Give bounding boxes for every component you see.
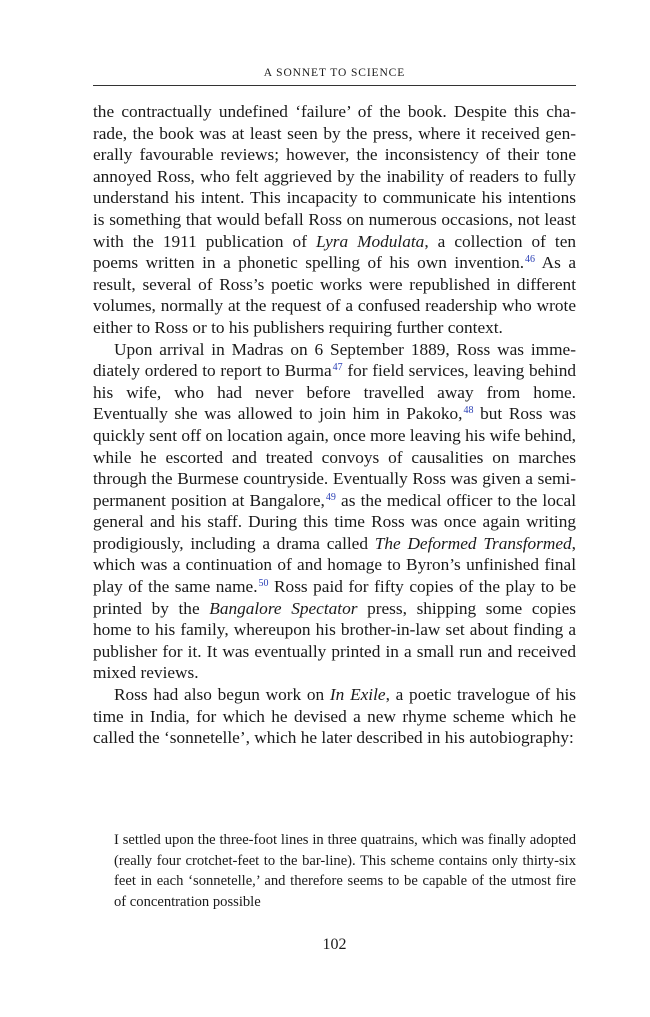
text-run: Upon arrival in Madras on 6 September 1889, Ross was immediately ordered to report to Burma xyxy=(93,339,576,381)
footnote-marker[interactable]: 46 xyxy=(525,254,536,266)
text-run: , a collection of ten poems written in a phonetic spelling of his own invention. xyxy=(93,231,577,273)
text-run: press, shipping some copies home to his family, whereupon his brother-in-law set about finding a publisher for it. It was eventually printed in a small run and received mixed reviews. xyxy=(93,598,576,683)
italic-title: The Deformed Transformed xyxy=(374,533,572,553)
text-run: Ross paid for fifty copies of the play to be printed by the xyxy=(93,577,576,618)
text-run: , a poetic travelogue of his time in India, for which he devised a new rhyme scheme which he called the ‘sonnetelle’, which he later described in his autobiography: xyxy=(93,685,577,748)
paragraph xyxy=(93,101,576,339)
footnote-marker[interactable]: 48 xyxy=(463,405,474,417)
footnote-marker[interactable]: 50 xyxy=(258,578,269,590)
paragraph xyxy=(93,684,576,749)
italic-title: Lyra Modulata xyxy=(315,231,425,251)
text-run: Ross had also begun work on xyxy=(114,685,330,705)
italic-title: In Exile xyxy=(329,685,386,705)
block-quote-text: I settled upon the three-foot lines in three quatrains, which was finally adopted (really four crotchet-feet to the bar-line). This scheme contains only thirty-six feet in each ‘sonnetelle,’ and therefore seems to be capable of the utmost fire of concentration possible xyxy=(114,832,576,910)
page-number: 102 xyxy=(322,936,347,953)
italic-title: Bangalore Spectator xyxy=(209,598,358,618)
text-run: As a result, several of Ross’s poetic works were republished in different volumes, normally at the request of a confused readership who wrote either to Ross or to his publishers requiring further context. xyxy=(93,253,576,337)
block-quote xyxy=(114,830,576,912)
footnote-marker[interactable]: 47 xyxy=(332,362,343,374)
text-run: but Ross was quickly sent off on location again, once more leaving his wife behind, while he escorted and treated convoys of causalities on marches through the Burmese countryside. Eventually Ross was given a semi-permanent position at Bangalore, xyxy=(93,404,577,510)
header-rule xyxy=(93,85,576,86)
body-text xyxy=(93,101,576,749)
footnote-marker[interactable]: 49 xyxy=(325,491,336,503)
running-head: A SONNET TO SCIENCE xyxy=(263,67,406,79)
text-run: for field services, leaving behind his wife, who had never before travelled away from home. Eventually she was allowed to join him in Pakoko, xyxy=(93,361,576,424)
text-run: as the medical officer to the local general and his staff. During this time Ross was once again writing prodigiously, including a drama called xyxy=(93,490,576,553)
paragraph xyxy=(93,339,576,685)
book-page xyxy=(93,0,576,1017)
text-run: the contractually undefined ‘failure’ of the book. Despite this charade, the book was at least seen by the press, where it received generally favourable reviews; however, the inconsistency of their tone annoyed Ross, who felt aggrieved by the inability of readers to fully understand his intent. This incapacity to communicate his intentions is something that would befall Ross on numerous occasions, not least with the 1911 publication of xyxy=(93,102,576,251)
text-run: , which was a continuation of and homage to Byron’s unfinished final play of the same name. xyxy=(93,533,576,597)
